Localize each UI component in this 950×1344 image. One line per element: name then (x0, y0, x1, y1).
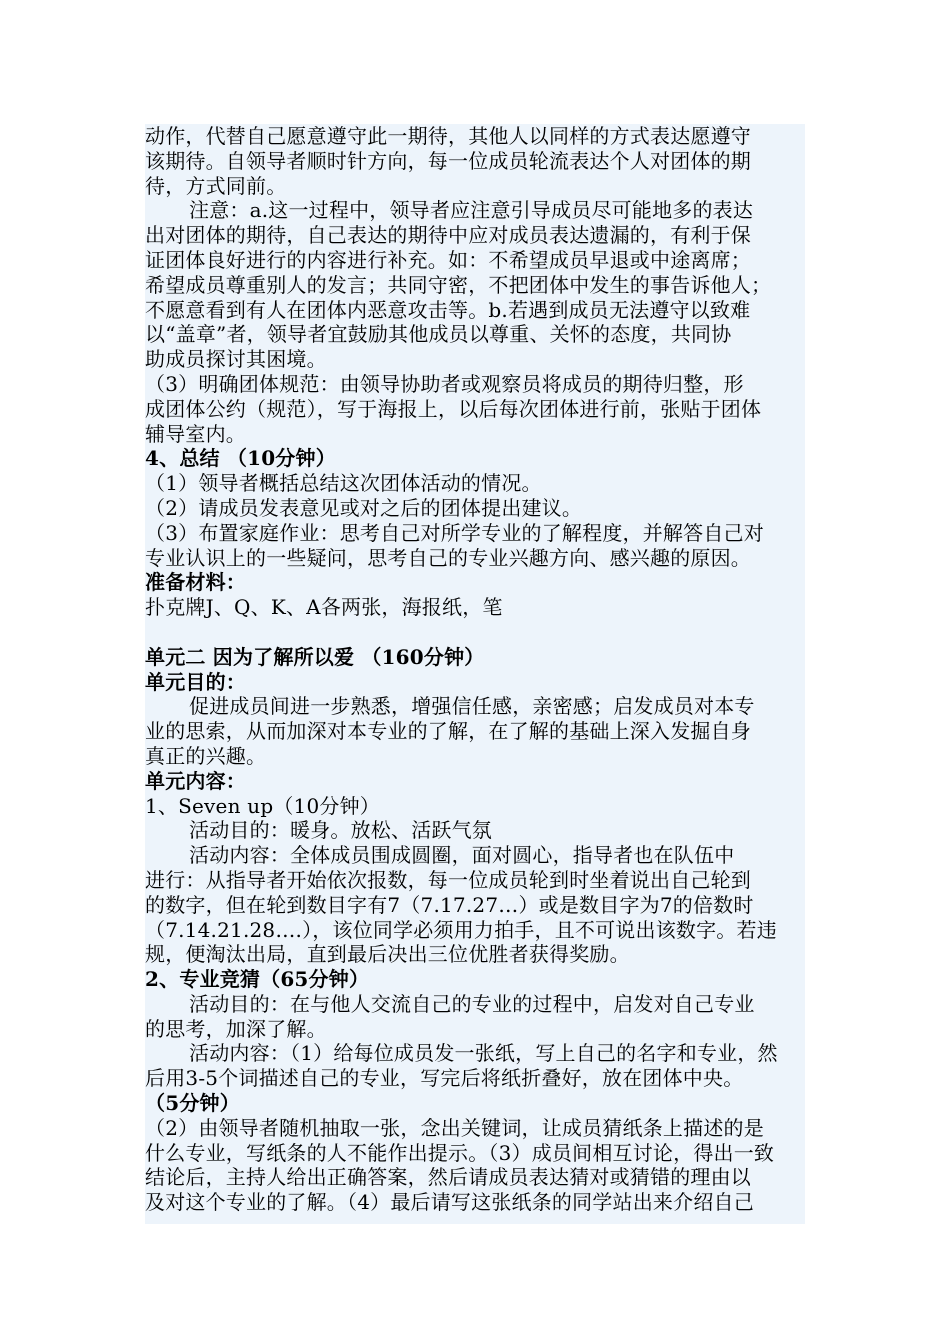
paragraph-line: 不愿意看到有人在团体内恶意攻击等。b.若遇到成员无法遵守以致难 (145, 297, 751, 322)
paragraph-line: （3）明确团体规范：由领导协助者或观察员将成员的期待归整，形 (145, 371, 744, 396)
paragraph-line: 动作，代替自己愿意遵守此一期待，其他人以同样的方式表达愿遵守 (145, 124, 751, 148)
paragraph-line: 证团体良好进行的内容进行补充。如：不希望成员早退或中途离席； (145, 247, 751, 272)
paragraph-line: 什么专业，写纸条的人不能作出提示。（3）成员间相互讨论，得出一致 (145, 1140, 775, 1165)
paragraph-line: 后用3-5个词描述自己的专业，写完后将纸折叠好，放在团体中央。 (145, 1066, 744, 1091)
paragraph-line: 以“盖章”者，领导者宜鼓励其他成员以尊重、关怀的态度，共同协 (145, 322, 732, 347)
paragraph-line: 活动目的：在与他人交流自己的专业的过程中，启发对自己专业 (189, 991, 755, 1016)
paragraph-line: （5分钟） (145, 1091, 240, 1116)
list-item: （1）领导者概括总结这次团体活动的情况。 (145, 471, 542, 496)
paragraph-line: 活动目的：暖身。放松、活跃气氛 (189, 818, 492, 843)
paragraph-line: 的数字，但在轮到数目字有7（7.17.27…）或是数目字为7的倍数时 (145, 892, 754, 917)
paragraph-line: 希望成员尊重别人的发言；共同守密，不把团体中发生的事告诉他人； (145, 272, 772, 297)
list-item: （2）请成员发表意见或对之后的团体提出建议。 (145, 495, 583, 520)
section-heading: 单元目的： (145, 669, 246, 694)
paragraph-line: 活动内容：（1）给每位成员发一张纸，写上自己的名字和专业，然 (189, 1041, 778, 1066)
unit-title: 单元二 因为了解所以爱 （160分钟） (145, 644, 485, 669)
section-heading: 准备材料： (145, 570, 246, 595)
paragraph-line: 辅导室内。 (145, 421, 246, 446)
paragraph-line: 真正的兴趣。 (145, 743, 267, 768)
paragraph-line: 业的思索，从而加深对本专业的了解，在了解的基础上深入发掘自身 (145, 719, 751, 744)
document-page (145, 124, 805, 1215)
list-item: 专业认识上的一些疑问，思考自己的专业兴趣方向、感兴趣的原因。 (145, 545, 751, 570)
activity-heading: 1、Seven up（10分钟） (145, 793, 380, 818)
paragraph-line: 注意：a.这一过程中，领导者应注意引导成员尽可能地多的表达 (189, 198, 754, 223)
paragraph-line: 成团体公约（规范），写于海报上，以后每次团体进行前，张贴于团体 (145, 396, 762, 421)
paragraph-line: 结论后，主持人给出正确答案，然后请成员表达猜对或猜错的理由以 (145, 1165, 751, 1190)
paragraph-line: 扑克牌J、Q、K、A各两张，海报纸，笔 (145, 595, 503, 620)
paragraph-line: （7.14.21.28….），该位同学必须用力拍手，且不可说出该数字。若违 (145, 917, 777, 942)
paragraph-line: 活动内容：全体成员围成圆圈，面对圆心，指导者也在队伍中 (189, 843, 735, 868)
paragraph-line: 促进成员间进一步熟悉，增强信任感，亲密感；启发成员对本专 (189, 694, 755, 719)
paragraph-line: 待，方式同前。 (145, 173, 287, 198)
section-heading: 4、总结 （10分钟） (145, 446, 336, 471)
activity-heading: 2、专业竞猜（65分钟） (145, 967, 370, 992)
paragraph-line: 助成员探讨其困境。 (145, 347, 327, 372)
paragraph-line: 的思考，加深了解。 (145, 1016, 327, 1041)
list-item: （3）布置家庭作业：思考自己对所学专业的了解程度，并解答自己对 (145, 520, 764, 545)
paragraph-line: 该期待。自领导者顺时针方向，每一位成员轮流表达个人对团体的期 (145, 148, 751, 173)
spacer (145, 620, 805, 645)
section-heading: 单元内容： (145, 768, 246, 793)
paragraph-line: 进行：从指导者开始依次报数，每一位成员轮到时坐着说出自己轮到 (145, 867, 751, 892)
paragraph-line: （2）由领导者随机抽取一张，念出关键词，让成员猜纸条上描述的是 (145, 1115, 764, 1140)
paragraph-line: 及对这个专业的了解。（4）最后请写这张纸条的同学站出来介绍自己 (145, 1190, 754, 1215)
paragraph-line: 出对团体的期待，自己表达的期待中应对成员表达遗漏的，有利于保 (145, 223, 751, 248)
paragraph-line: 规，便淘汰出局，直到最后决出三位优胜者获得奖励。 (145, 942, 630, 967)
